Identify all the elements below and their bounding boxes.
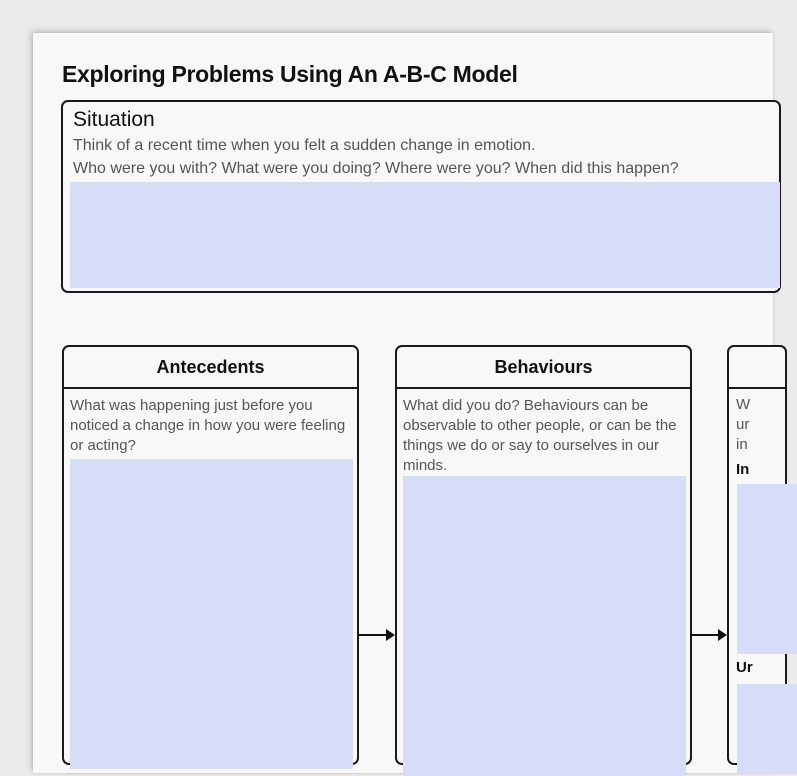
situation-prompt-line-2: Who were you with? What were you doing? Where were you? When did this happen?	[73, 160, 679, 177]
antecedents-heading: Antecedents	[64, 347, 357, 389]
antecedents-panel	[62, 345, 359, 765]
consequences-subheading-2: Ur	[736, 659, 753, 676]
consequences-prompt-line-1: W	[736, 396, 751, 413]
consequences-prompt-line-3: in	[736, 436, 748, 453]
behaviours-panel	[395, 345, 692, 765]
consequences-prompt-line-2: ur	[736, 416, 750, 433]
consequences-input-area-1[interactable]	[737, 484, 797, 654]
situation-box	[61, 100, 781, 293]
situation-heading: Situation	[73, 108, 155, 131]
consequences-input-area-2[interactable]	[737, 684, 797, 774]
behaviours-input-area[interactable]	[403, 476, 686, 776]
antecedents-prompt: What was happening just before you noticed a change in how you were feeling or acting?	[70, 397, 346, 454]
arrow-right-icon	[358, 626, 396, 644]
antecedents-input-area[interactable]	[70, 459, 353, 769]
situation-input-area[interactable]	[70, 182, 780, 288]
consequences-heading	[729, 347, 785, 389]
consequences-panel	[727, 345, 787, 765]
behaviours-prompt: What did you do? Behaviours can be observable to other people, or can be the things we do or say to ourselves in our minds.	[403, 397, 677, 474]
arrow-right-icon	[690, 626, 728, 644]
page-title: Exploring Problems Using An A-B-C Model	[62, 61, 518, 87]
consequences-subheading-1: In	[736, 461, 750, 478]
behaviours-heading: Behaviours	[397, 347, 690, 389]
situation-prompt-line-1: Think of a recent time when you felt a sudden change in emotion.	[73, 137, 536, 154]
